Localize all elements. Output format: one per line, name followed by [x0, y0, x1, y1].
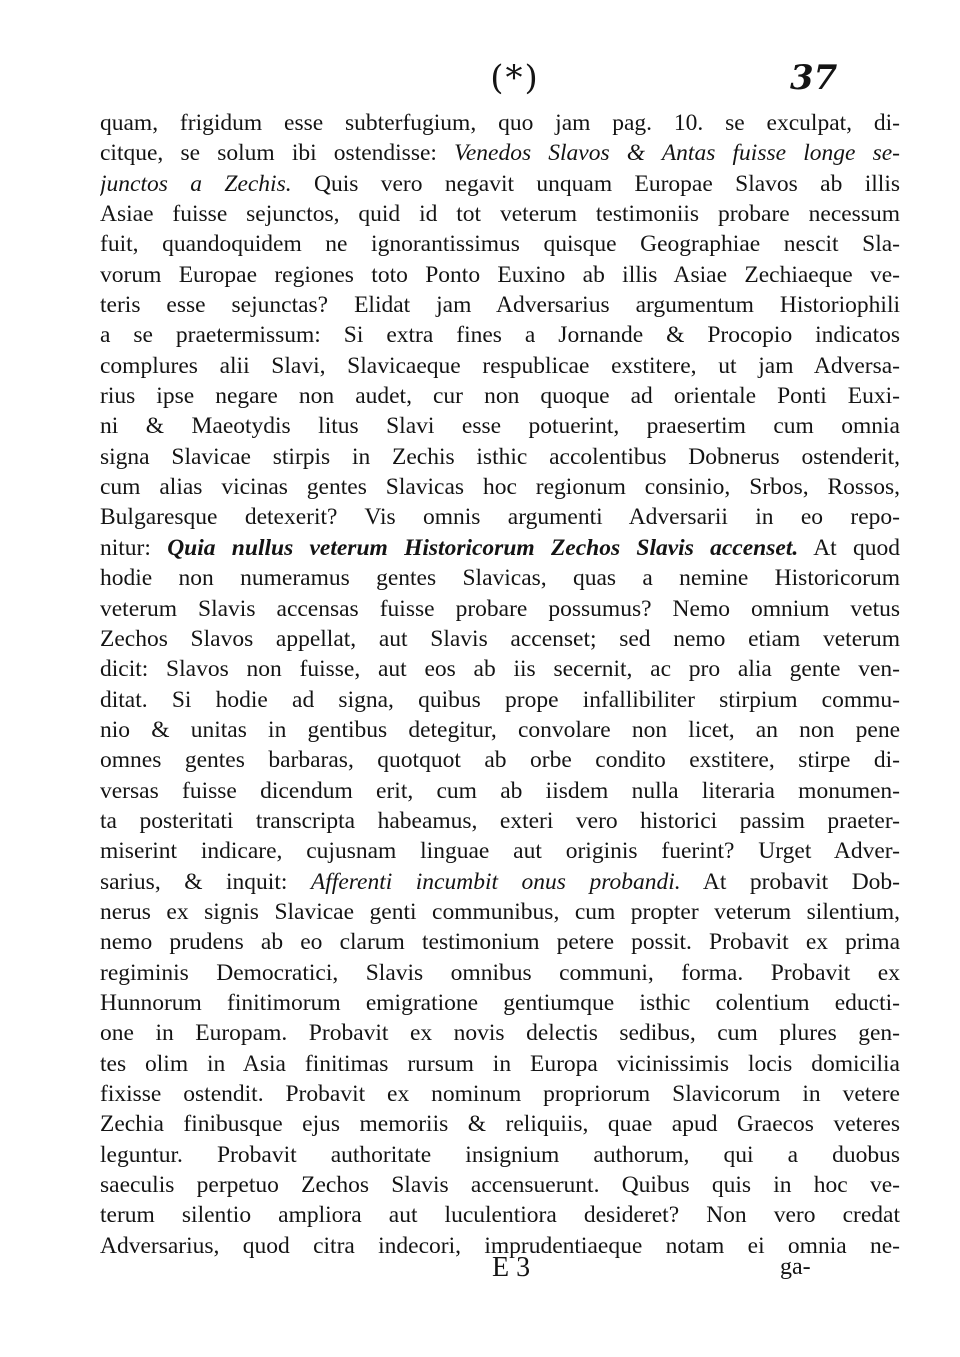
running-header: [0, 52, 960, 108]
text-line: [100, 442, 900, 472]
text-line: [100, 533, 900, 563]
text-line: [100, 988, 900, 1018]
text-segment: dicit: Slavos non fuisse, aut eos ab iis secernit, ac pro alia gente ven-: [100, 656, 900, 683]
text-segment: one in Europam. Probavit ex novis delectis sedibus, cum plures gen-: [100, 1020, 900, 1047]
text-segment: fixisse ostendit. Probavit ex nominum propriorum Slavicorum in vetere: [100, 1081, 900, 1107]
text-line: [100, 290, 900, 320]
text-segment: Bulgaresque detexerit? Vis omnis argumenti Adversarii in eo repo-: [100, 504, 900, 531]
text-segment: nio & unitas in gentibus detegitur, convolare non licet, an non pene: [100, 716, 900, 743]
text-line: [100, 624, 900, 654]
text-segment: ta posteritati transcripta habeamus, exteri vero historici passim praeter-: [100, 807, 900, 834]
text-segment: a se praetermissum: Si extra fines a Jornande & Procopio indicatos: [100, 322, 900, 349]
text-segment: fuit, quandoquidem ne ignorantissimus quisque Geographiae nescit Sla-: [100, 231, 900, 258]
text-line: [100, 776, 900, 806]
text-line: [100, 199, 900, 229]
catchword: ga-: [780, 1254, 811, 1280]
text-segment: citque, se solum ibi ostendisse:: [100, 140, 455, 167]
text-segment: omnes gentes barbaras, quotquot ab orbe condito exstitere, stirpe di-: [100, 747, 900, 774]
text-line: [100, 1079, 900, 1109]
page-footer: [0, 1252, 960, 1292]
text-line: [100, 594, 900, 624]
text-line: [100, 1049, 900, 1079]
text-line: [100, 1140, 900, 1170]
text-line: [100, 472, 900, 502]
text-segment: Adversarius, quod citra indecori, imprudentiaeque notam ei omnia ne-: [100, 1232, 900, 1259]
text-line: [100, 320, 900, 350]
page-number: 37: [790, 58, 838, 98]
text-segment: veterum Slavis accensas fuisse probare possumus? Nemo omnium vetus: [100, 595, 900, 622]
text-segment: At quod: [798, 534, 900, 561]
text-segment: saeculis perpetuo Zechos Slavis accensuerunt. Quibus quis in hoc ve-: [100, 1172, 900, 1199]
text-line: [100, 381, 900, 411]
text-line: [100, 260, 900, 290]
text-segment: nitur:: [100, 534, 168, 561]
text-segment: sarius, & inquit:: [100, 868, 311, 895]
text-line: [100, 897, 900, 927]
text-line: [100, 169, 900, 199]
text-segment: versas fuisse dicendum erit, cum ab iisdem nulla literaria monumen-: [100, 777, 900, 804]
text-line: [100, 654, 900, 684]
text-line: [100, 867, 900, 897]
text-segment: signa Slavicae stirpis in Zechis isthic accolentibus Dobnerus ostenderit,: [100, 443, 900, 470]
body-text: [100, 108, 900, 1261]
text-line: [100, 715, 900, 745]
text-segment: At probavit Dob-: [680, 868, 900, 895]
emphasized-text: Venedos Slavos & Antas fuisse longe se-: [454, 140, 900, 167]
text-segment: Asiae fuisse sejunctos, quid id tot veterum testimoniis probare necessum: [100, 201, 900, 228]
text-line: [100, 685, 900, 715]
text-line: [100, 836, 900, 866]
text-line: [100, 229, 900, 259]
text-segment: rius ipse negare non audet, cur non quoque ad orientale Ponti Euxi-: [100, 383, 900, 410]
text-segment: hodie non numeramus gentes Slavicas, quas a nemine Historicorum: [100, 565, 900, 592]
text-segment: tes olim in Asia finitimas rursum in Europa vicinissimis locis domicilia: [100, 1050, 900, 1077]
text-segment: Quis vero negavit unquam Europae Slavos ab illis: [291, 170, 900, 197]
text-segment: cum alias vicinas gentes Slavicas hoc regionum consinio, Srbos, Rossos,: [100, 474, 900, 501]
text-line: [100, 108, 900, 138]
text-line: [100, 351, 900, 381]
text-segment: Zechos Slavos appellat, aut Slavis accenset; sed nemo etiam veterum: [100, 625, 900, 652]
text-segment: vorum Europae regiones toto Ponto Euxino ab illis Asiae Zechiaeque ve-: [100, 261, 900, 288]
text-segment: regiminis Democratici, Slavis omnibus communi, forma. Probavit ex: [100, 959, 900, 986]
text-line: [100, 1200, 900, 1230]
text-segment: Hunnorum finitimorum emigratione gentiumque isthic colentium educti-: [100, 989, 900, 1016]
text-line: [100, 927, 900, 957]
text-segment: terum silentio ampliora aut luculentiora desideret? Non vero credat: [100, 1202, 900, 1229]
emphasized-text: Quia nullus veterum Historicorum Zechos Slavis accenset.: [167, 534, 799, 561]
text-line: [100, 502, 900, 532]
text-segment: ni & Maeotydis litus Slavi esse potuerint, praesertim cum omnia: [100, 413, 900, 440]
text-line: [100, 1109, 900, 1139]
text-segment: nemo prudens ab eo clarum testimonium petere possit. Probavit ex prima: [100, 929, 900, 956]
text-line: [100, 138, 900, 168]
text-segment: teris esse sejunctas? Elidat jam Adversarius argumentum Historiophili: [100, 292, 900, 319]
text-segment: nerus ex signis Slavicae genti communibus, cum propter veterum silentium,: [100, 898, 900, 925]
text-line: [100, 745, 900, 775]
emphasized-text: Afferenti incumbit onus probandi.: [310, 868, 681, 895]
text-line: [100, 806, 900, 836]
signature-mark: E 3: [492, 1252, 531, 1283]
text-segment: quam, frigidum esse subterfugium, quo jam pag. 10. se exculpat, di-: [100, 110, 900, 136]
text-segment: miserint indicare, cujusnam linguae aut originis fuerint? Urget Adver-: [100, 838, 900, 865]
text-line: [100, 563, 900, 593]
text-line: [100, 1018, 900, 1048]
text-segment: leguntur. Probavit authoritate insignium authorum, qui a duobus: [100, 1141, 900, 1168]
text-line: [100, 411, 900, 441]
header-ornament: (*): [490, 58, 540, 98]
emphasized-text: junctos a Zechis.: [100, 170, 292, 197]
text-line: [100, 1170, 900, 1200]
text-segment: ditat. Si hodie ad signa, quibus prope infallibiliter stirpium commu-: [100, 686, 900, 713]
text-segment: Zechia finibusque ejus memoriis & reliquiis, quae apud Graecos veteres: [100, 1111, 900, 1138]
text-segment: complures alii Slavi, Slavicaeque respublicae exstitere, ut jam Adversa-: [100, 352, 900, 379]
text-line: [100, 958, 900, 988]
